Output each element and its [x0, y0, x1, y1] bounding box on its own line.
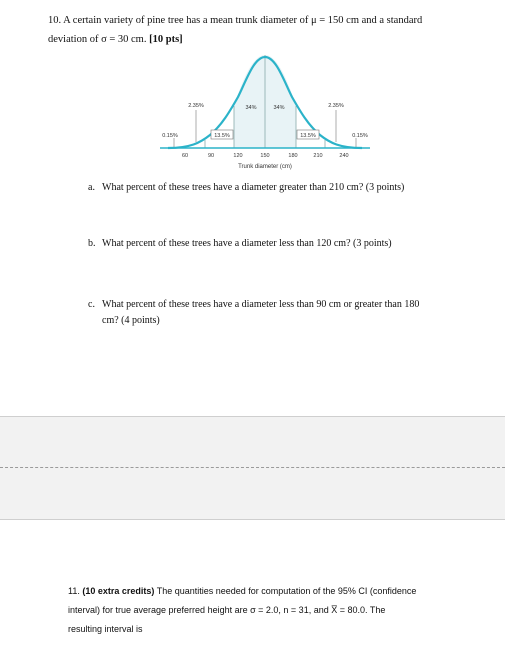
question-10-points: [10 pts] — [149, 34, 183, 45]
question-11-line2: interval) for true average preferred height are σ = 2.0, n = 31, and X̅ = 80.0. The — [68, 605, 386, 615]
pct-label-left-2sd: 2.35% — [188, 103, 204, 109]
subquestion-label: a. — [88, 182, 95, 193]
tick-label: 90 — [207, 153, 215, 159]
question-10 — [48, 11, 468, 49]
subquestion-text-continued: cm? (4 points) — [102, 315, 160, 326]
tick-label: 150 — [260, 153, 270, 159]
subquestion-b — [88, 236, 478, 252]
subquestion-text: What percent of these trees have a diameter less than 90 cm or greater than 180 — [102, 299, 420, 310]
question-11-number: 11. — [68, 586, 83, 596]
pct-label-center-right: 34% — [273, 105, 285, 111]
tick-label: 210 — [313, 153, 323, 159]
question-11 — [68, 582, 468, 639]
pct-label-right-1sd: 13.5% — [300, 133, 316, 139]
tick-label: 120 — [233, 153, 243, 159]
question-10-line2-text: deviation of σ = 30 cm. — [48, 34, 150, 45]
question-11-line1-text: The quantities needed for computation of the 95% CI (confidence — [154, 586, 417, 596]
subquestion-label: c. — [88, 299, 95, 310]
tick-label: 60 — [181, 153, 189, 159]
question-11-extra-credit: (10 extra credits) — [82, 586, 155, 596]
question-11-line1 — [68, 582, 468, 601]
question-10-line1: 10. A certain variety of pine tree has a mean trunk diameter of μ = 150 cm and a standard — [48, 15, 423, 26]
subquestion-a — [88, 180, 478, 196]
subquestion-label: b. — [88, 238, 96, 249]
pct-label-center-left: 34% — [245, 105, 257, 111]
axis-label: Trunk diameter (cm) — [238, 164, 292, 170]
pct-label-outer-left: 0.15% — [162, 133, 178, 139]
subquestion-text: What percent of these trees have a diameter less than 120 cm? (3 points) — [102, 238, 392, 249]
subquestion-text: What percent of these trees have a diameter greater than 210 cm? (3 points) — [102, 182, 405, 193]
tick-label: 180 — [288, 153, 298, 159]
subquestion-c — [88, 297, 468, 329]
normal-distribution-figure — [150, 45, 380, 173]
pct-label-left-1sd: 13.5% — [214, 133, 230, 139]
page-break-line — [0, 467, 505, 468]
page-break-band — [0, 416, 505, 520]
question-11-line3: resulting interval is — [68, 624, 143, 634]
pct-label-outer-right: 0.15% — [352, 133, 368, 139]
tick-label: 240 — [339, 153, 349, 159]
pct-label-right-2sd: 2.35% — [328, 103, 344, 109]
